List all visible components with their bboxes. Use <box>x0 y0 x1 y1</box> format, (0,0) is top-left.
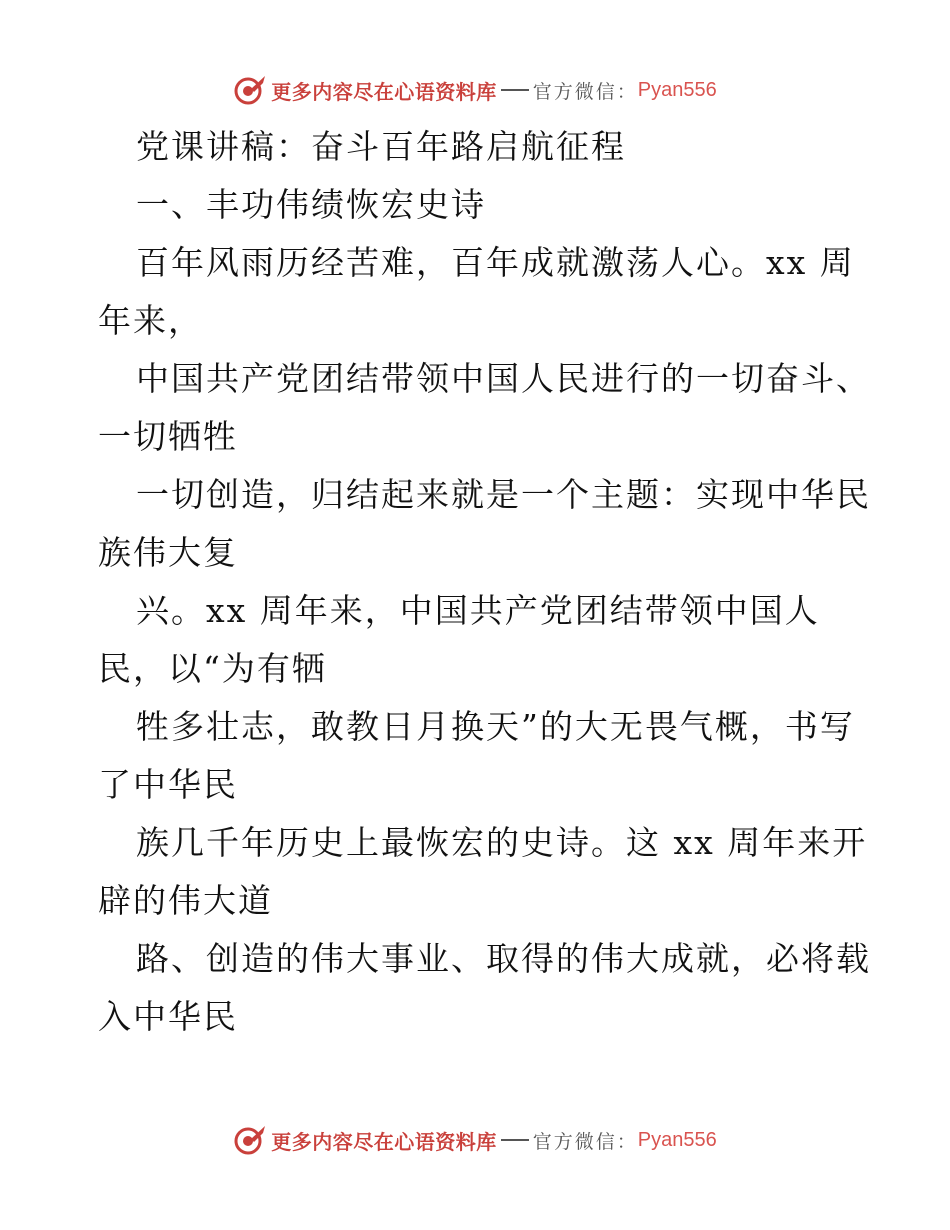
watermark-contact-id: Pyan556 <box>637 1128 717 1151</box>
watermark-site-text: 更多内容尽在心语资料库 <box>271 1129 497 1154</box>
text-line: 辟的伟大道 <box>98 881 273 920</box>
text-line: 年来， <box>98 301 203 340</box>
document-body <box>98 118 871 1046</box>
watermark-contact-label: 官方微信： <box>532 80 638 103</box>
text-line: 牲多壮志，敢教日月换天”的大无畏气概，书写 <box>136 707 855 746</box>
text-line: 入中华民 <box>98 997 238 1036</box>
footer-watermark <box>0 1120 950 1160</box>
text-line: 兴。xx 周年来，中国共产党团结带领中国人 <box>136 591 820 630</box>
quill-logo-icon <box>233 1123 267 1157</box>
watermark-contact-id: Pyan556 <box>637 78 717 101</box>
text-line: 一切牺牲 <box>98 417 238 456</box>
watermark-contact-label: 官方微信： <box>532 1130 638 1153</box>
text-line: 一切创造，归结起来就是一个主题：实现中华民 <box>136 475 871 514</box>
watermark-site-text: 更多内容尽在心语资料库 <box>271 79 497 104</box>
text-line: 中国共产党团结带领中国人民进行的一切奋斗、 <box>136 359 871 398</box>
text-line: 百年风雨历经苦难，百年成就激荡人心。xx 周 <box>136 243 855 282</box>
text-line: 族几千年历史上最恢宏的史诗。这 xx 周年来开 <box>136 823 868 862</box>
text-line: 一、丰功伟绩恢宏史诗 <box>136 185 486 224</box>
header-watermark <box>0 70 950 110</box>
document-title: 党课讲稿：奋斗百年路启航征程 <box>136 127 626 166</box>
text-line: 族伟大复 <box>98 533 238 572</box>
text-line: 路、创造的伟大事业、取得的伟大成就，必将载 <box>136 939 871 978</box>
text-line: 了中华民 <box>98 765 238 804</box>
text-line: 民，以“为有牺 <box>98 649 327 688</box>
watermark-dash <box>501 1139 529 1141</box>
quill-logo-icon <box>233 73 267 107</box>
watermark-dash <box>501 89 529 91</box>
